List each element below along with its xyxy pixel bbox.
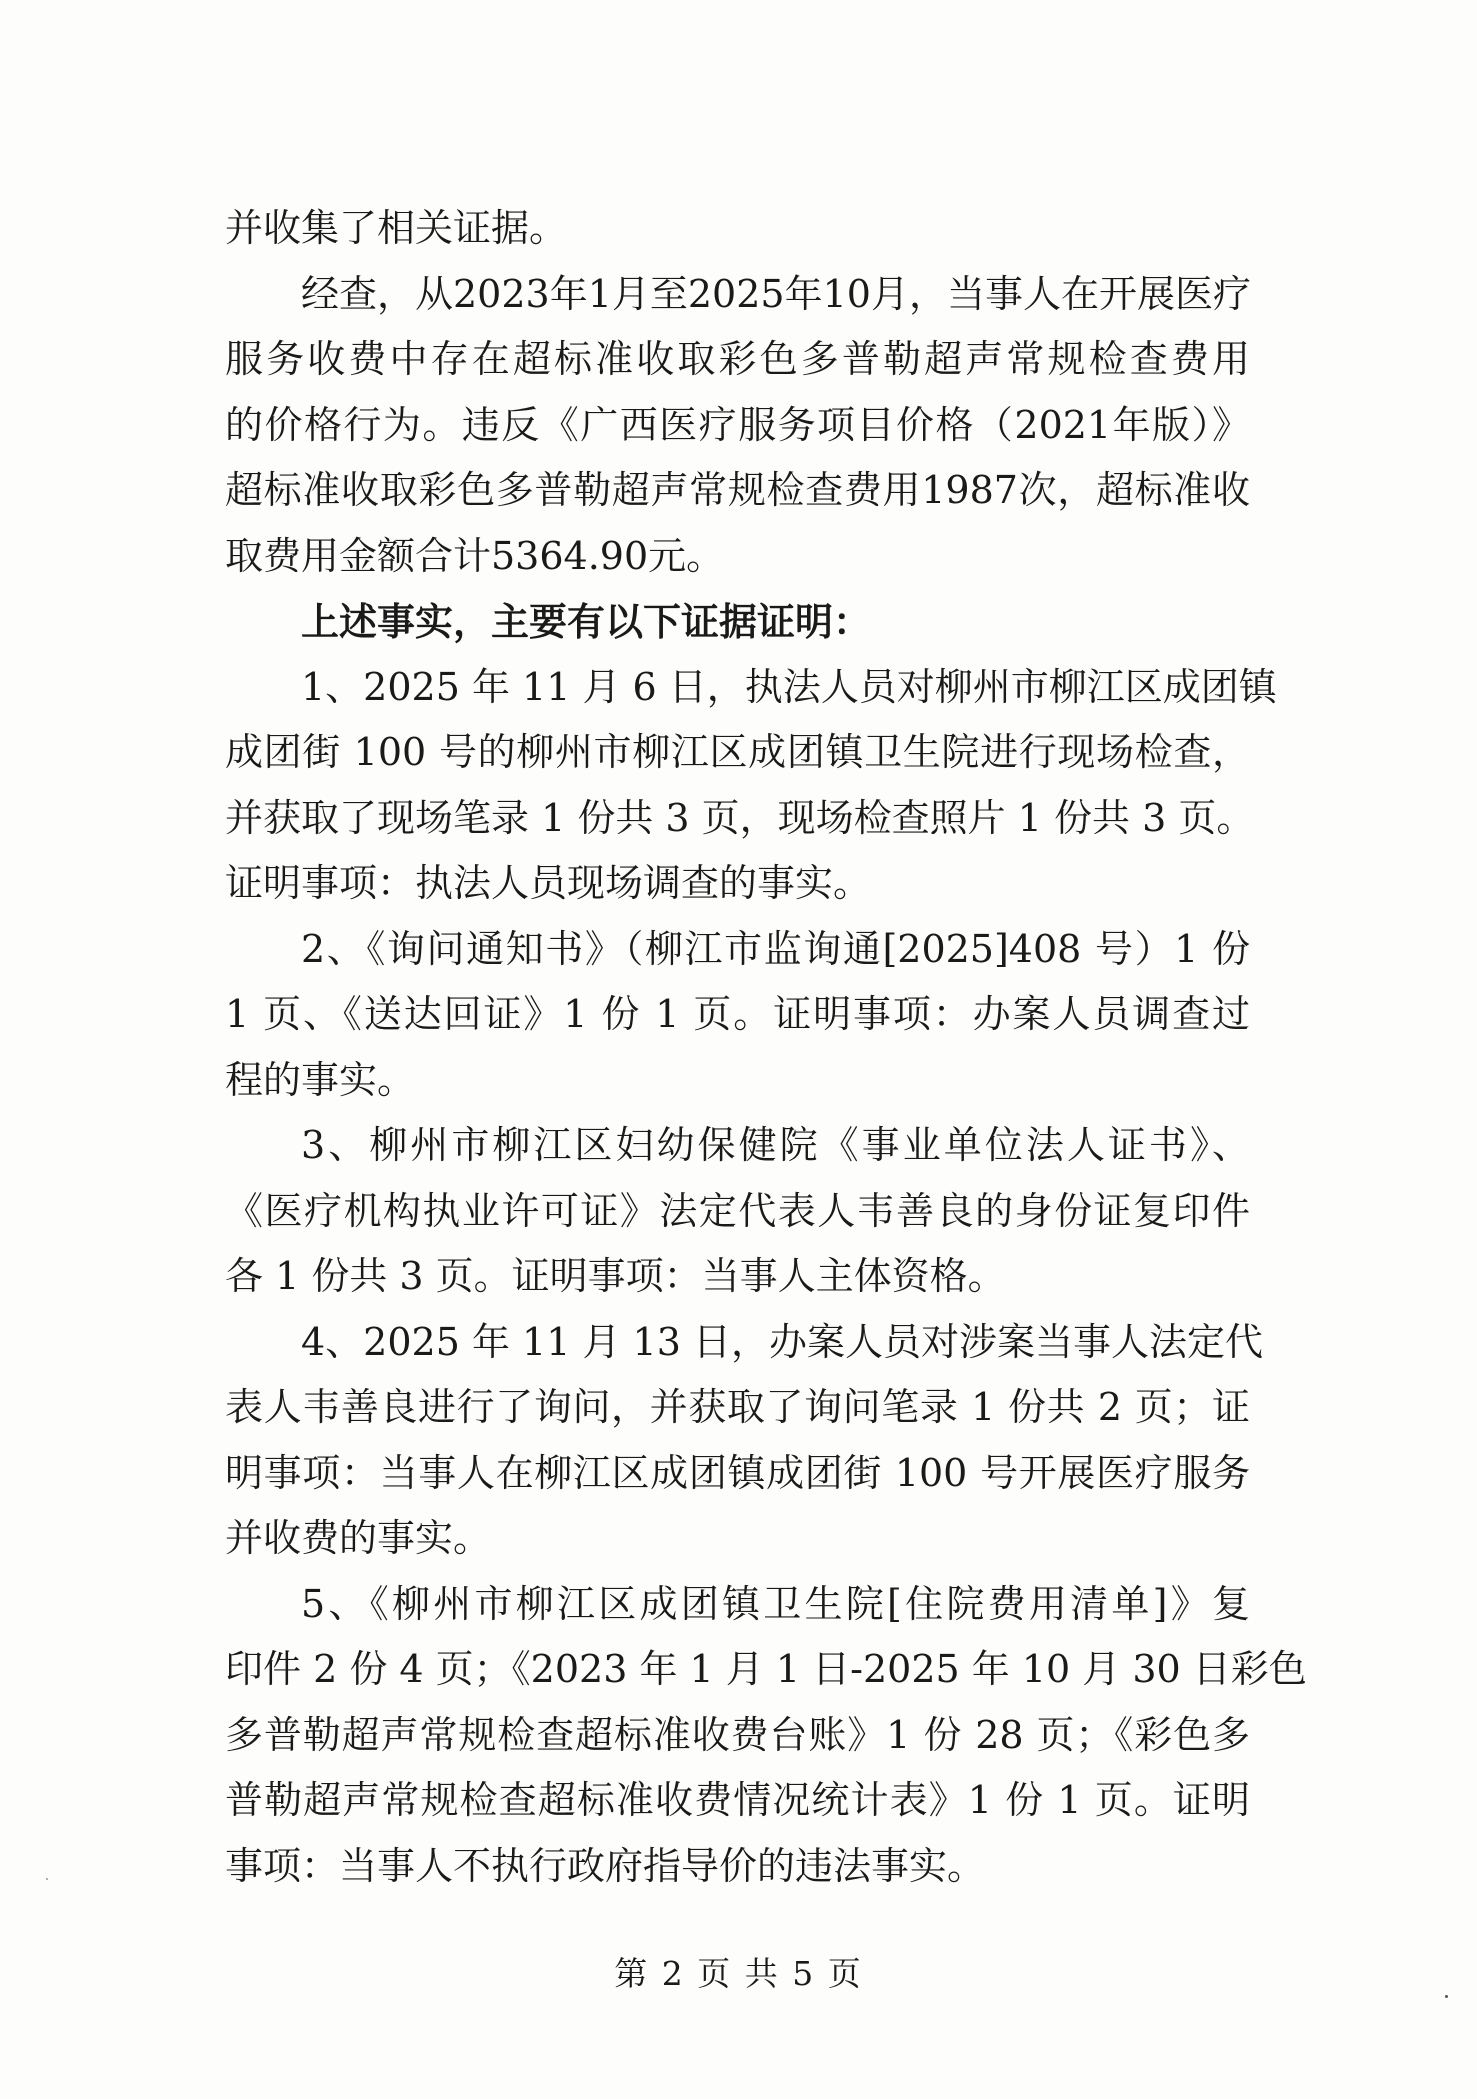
text-line: 成团街 100 号的柳州市柳江区成团镇卫生院进行现场检查，: [225, 730, 1250, 774]
text-line: 表人韦善良进行了询问，并获取了询问笔录 1 份共 2 页；证: [225, 1385, 1250, 1429]
text-line: 并收费的事实。: [225, 1516, 492, 1560]
body-text: [225, 196, 1307, 1899]
text-line: 3、柳州市柳江区妇幼保健院《事业单位法人证书》、: [301, 1123, 1250, 1167]
text-line: 2、《询问通知书》（柳江市监询通[2025]408 号）1 份: [301, 926, 1250, 971]
text-line: 超标准收取彩色多普勒超声常规检查费用1987次，超标准收: [225, 468, 1250, 512]
text-line: 普勒超声常规检查超标准收费情况统计表》1 份 1 页。证明: [225, 1778, 1250, 1822]
text-line: 服务收费中存在超标准收取彩色多普勒超声常规检查费用: [225, 337, 1250, 381]
text-line: 并获取了现场笔录 1 份共 3 页，现场检查照片 1 份共 3 页。: [225, 795, 1255, 840]
text-line: 证明事项：执法人员现场调查的事实。: [225, 861, 872, 905]
text-line: 经查，从2023年1月至2025年10月，当事人在开展医疗: [301, 271, 1251, 316]
text-line: 4、2025 年 11 月 13 日，办案人员对涉案当事人法定代: [301, 1319, 1263, 1364]
text-line: 各 1 份共 3 页。证明事项：当事人主体资格。: [225, 1254, 1006, 1298]
scan-speck: [1445, 1995, 1448, 1998]
page-number-footer: 第 2 页 共 5 页: [614, 1954, 863, 1993]
text-line: 多普勒超声常规检查超标准收费台账》1 份 28 页；《彩色多: [225, 1712, 1250, 1757]
text-line: 明事项：当事人在柳江区成团镇成团街 100 号开展医疗服务: [225, 1450, 1250, 1495]
text-line: 印件 2 份 4 页；《2023 年 1 月 1 日-2025 年 10 月 30 日彩色: [225, 1647, 1307, 1691]
scan-speck: [46, 1878, 48, 1880]
text-line: 1、2025 年 11 月 6 日，执法人员对柳州市柳江区成团镇: [301, 664, 1277, 709]
text-line: 并收集了相关证据。: [225, 206, 568, 250]
text-line: 1 页、《送达回证》1 份 1 页。证明事项：办案人员调查过: [225, 992, 1250, 1036]
text-line: 的价格行为。违反《广西医疗服务项目价格（2021年版）》: [225, 402, 1250, 447]
text-line: 5、《柳州市柳江区成团镇卫生院[住院费用清单]》复: [301, 1581, 1250, 1626]
text-line: 取费用金额合计5364.90元。: [225, 533, 725, 578]
section-heading: 上述事实，主要有以下证据证明：: [301, 599, 872, 644]
text-line: 《医疗机构执业许可证》法定代表人韦善良的身份证复印件: [225, 1188, 1250, 1233]
text-line: 程的事实。: [225, 1057, 416, 1102]
text-line: 事项：当事人不执行政府指导价的违法事实。: [225, 1843, 986, 1888]
